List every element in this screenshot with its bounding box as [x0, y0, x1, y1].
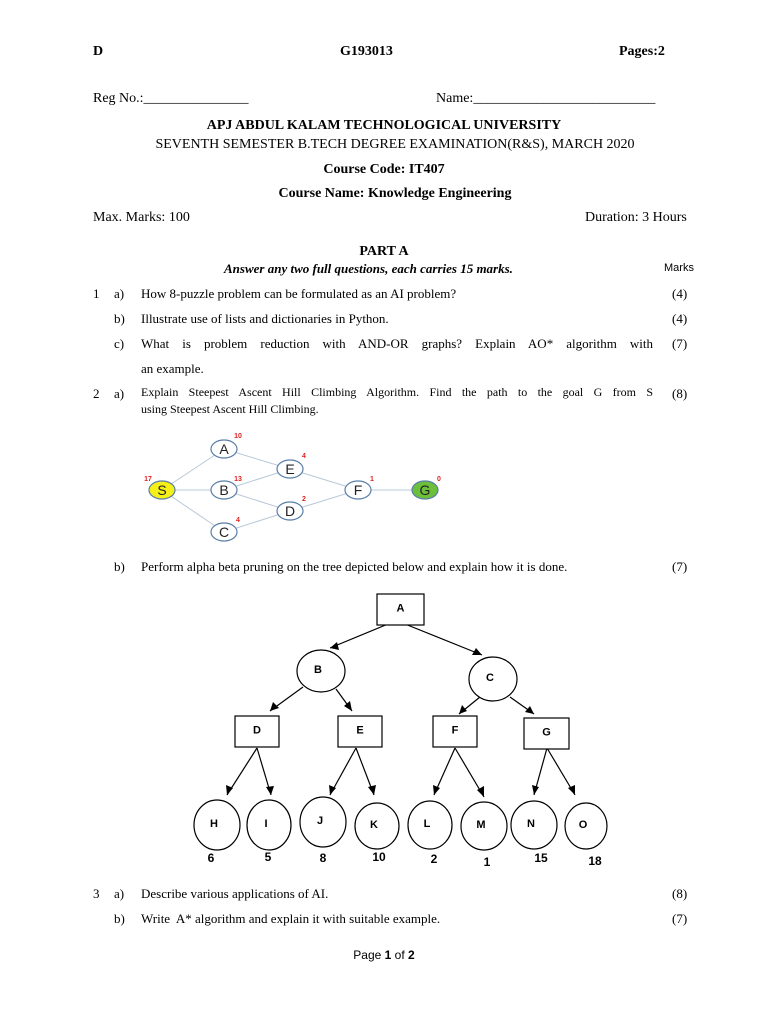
tree-node-o — [565, 803, 607, 849]
graph-node-label: S — [157, 482, 167, 498]
arrowhead — [568, 785, 575, 795]
edge-A-B — [330, 624, 388, 648]
exam-title: SEVENTH SEMESTER B.TECH DEGREE EXAMINATION(R&S), MARCH 2020 — [155, 137, 635, 152]
tree-node-label: K — [370, 819, 378, 831]
part-heading: PART A — [359, 244, 409, 259]
heuristic-value: 10 — [234, 433, 242, 440]
leaf-value: 5 — [264, 850, 272, 864]
tree-node-label: C — [486, 672, 494, 684]
tree-node-label: H — [210, 818, 218, 830]
tree-node-g — [524, 718, 569, 749]
page-number: 1 — [384, 948, 392, 962]
tree-node-i — [247, 800, 291, 850]
question-number: 1 — [93, 286, 100, 301]
leaf-value: 8 — [319, 851, 327, 865]
university-title: APJ ABDUL KALAM TECHNOLOGICAL UNIVERSITY — [206, 118, 562, 133]
tree-node-k — [355, 803, 399, 849]
heuristic-value: 2 — [302, 496, 306, 503]
reg-no-field: Reg No.:_______________ — [93, 91, 249, 106]
graph-node-label: C — [218, 524, 230, 540]
arrowhead — [330, 642, 339, 650]
question-text: How 8-puzzle problem can be formulated as an AI problem? — [141, 286, 457, 301]
question-sub: a) — [114, 386, 125, 401]
leaf-value: 6 — [207, 851, 215, 865]
duration: Duration: 3 Hours — [585, 210, 687, 225]
question-text-cont: an example. — [141, 361, 204, 376]
question-marks: (4) — [672, 311, 688, 326]
edge-A-C — [405, 624, 482, 655]
tree-node-label: J — [316, 815, 324, 827]
question-sub: c) — [114, 336, 125, 351]
tree-node-c — [469, 657, 517, 701]
tree-node-label: M — [476, 819, 486, 831]
graph-node-c — [211, 517, 240, 541]
question-text-cont: using Steepest Ascent Hill Climbing. — [141, 402, 319, 416]
question-sub: a) — [114, 886, 125, 901]
leaf-value: 10 — [372, 850, 386, 864]
heuristic-value: 4 — [302, 453, 306, 460]
tree-node-a — [377, 594, 424, 625]
tree-node-l — [408, 801, 452, 849]
course-code: Course Code: IT407 — [323, 162, 445, 177]
question-number: 2 — [93, 386, 100, 401]
tree-node-n — [511, 801, 557, 849]
paper-code: G193013 — [340, 44, 393, 59]
page-count: Pages:2 — [619, 44, 665, 59]
tree-node-m — [461, 802, 507, 850]
question-number: 3 — [93, 886, 100, 901]
heuristic-value: 17 — [144, 476, 152, 483]
paper-set-letter: D — [93, 44, 104, 59]
arrowhead — [433, 785, 440, 795]
question-sub: b) — [114, 911, 125, 926]
tree-node-label: N — [527, 818, 535, 830]
name-field: Name:__________________________ — [436, 91, 656, 106]
leaf-value: 18 — [588, 854, 602, 868]
heuristic-value: 13 — [234, 476, 242, 483]
graph-node-g — [412, 476, 441, 499]
question-text: Write A* algorithm and explain it with suitable example. — [141, 911, 441, 926]
graph-node-b — [211, 476, 242, 499]
question-text: Illustrate use of lists and dictionaries in Python. — [141, 311, 389, 326]
tree-node-label: I — [264, 818, 268, 830]
instruction: Answer any two full questions, each carries 15 marks. — [224, 261, 513, 276]
question-text: What is problem reduction with AND-OR graphs? Explain AO* algorithm with — [141, 336, 653, 351]
question-text: Describe various applications of AI. — [141, 886, 329, 901]
tree-node-label: A — [396, 602, 405, 615]
graph-node-s — [144, 476, 175, 499]
arrowhead — [532, 785, 539, 795]
graph-node-e — [277, 453, 306, 478]
course-name: Course Name: Knowledge Engineering — [278, 186, 512, 201]
tree-node-label: O — [578, 819, 588, 831]
leaf-value: 1 — [483, 855, 491, 869]
question-sub: b) — [114, 311, 125, 326]
question-sub: a) — [114, 286, 125, 301]
tree-node-e — [338, 716, 382, 747]
graph-node-label: B — [219, 482, 229, 498]
leaf-value: 2 — [430, 852, 438, 866]
tree-node-label: G — [542, 726, 551, 739]
graph-node-label: D — [284, 503, 296, 519]
heuristic-value: 1 — [370, 476, 374, 483]
page-total: 2 — [408, 948, 415, 962]
max-marks: Max. Marks: 100 — [93, 210, 190, 225]
tree-node-label: E — [356, 724, 364, 737]
of-word: of — [394, 948, 405, 962]
question-text: Explain Steepest Ascent Hill Climbing Algorithm. Find the path to the goal G from S — [141, 385, 653, 399]
tree-node-h — [194, 800, 240, 850]
page-footer — [0, 948, 768, 962]
tree-node-label: L — [423, 818, 431, 830]
question-marks: (8) — [672, 886, 688, 901]
arrowhead — [368, 785, 376, 795]
question-marks: (7) — [672, 559, 688, 574]
question-marks: (7) — [672, 911, 688, 926]
question-marks: (8) — [672, 386, 688, 401]
arrowhead — [525, 706, 534, 714]
tree-node-j — [300, 797, 346, 847]
graph-node-f — [345, 476, 374, 499]
tree-node-label: B — [314, 664, 322, 676]
page-word: Page — [353, 948, 382, 962]
heuristic-value: 4 — [236, 517, 240, 524]
tree-node-f — [433, 716, 477, 747]
graph-node-d — [277, 496, 306, 520]
question-marks: (7) — [672, 336, 688, 351]
arrowhead — [270, 702, 279, 711]
arrowhead — [459, 705, 467, 714]
graph-node-label: G — [419, 482, 431, 498]
graph-node-label: E — [285, 461, 295, 477]
tree-node-b — [297, 650, 345, 692]
question-text: Perform alpha beta pruning on the tree depicted below and explain how it is done. — [141, 559, 568, 574]
leaf-value: 15 — [534, 851, 548, 865]
heuristic-value: 0 — [437, 476, 441, 483]
tree-node-d — [235, 716, 279, 747]
graph-node-label: A — [219, 441, 229, 457]
graph-node-a — [211, 433, 242, 458]
marks-header: Marks — [664, 262, 694, 274]
tree-node-label: F — [451, 724, 459, 737]
question-marks: (4) — [672, 286, 688, 301]
graph-node-label: F — [353, 482, 363, 498]
question-sub: b) — [114, 559, 125, 574]
tree-node-label: D — [253, 724, 261, 737]
